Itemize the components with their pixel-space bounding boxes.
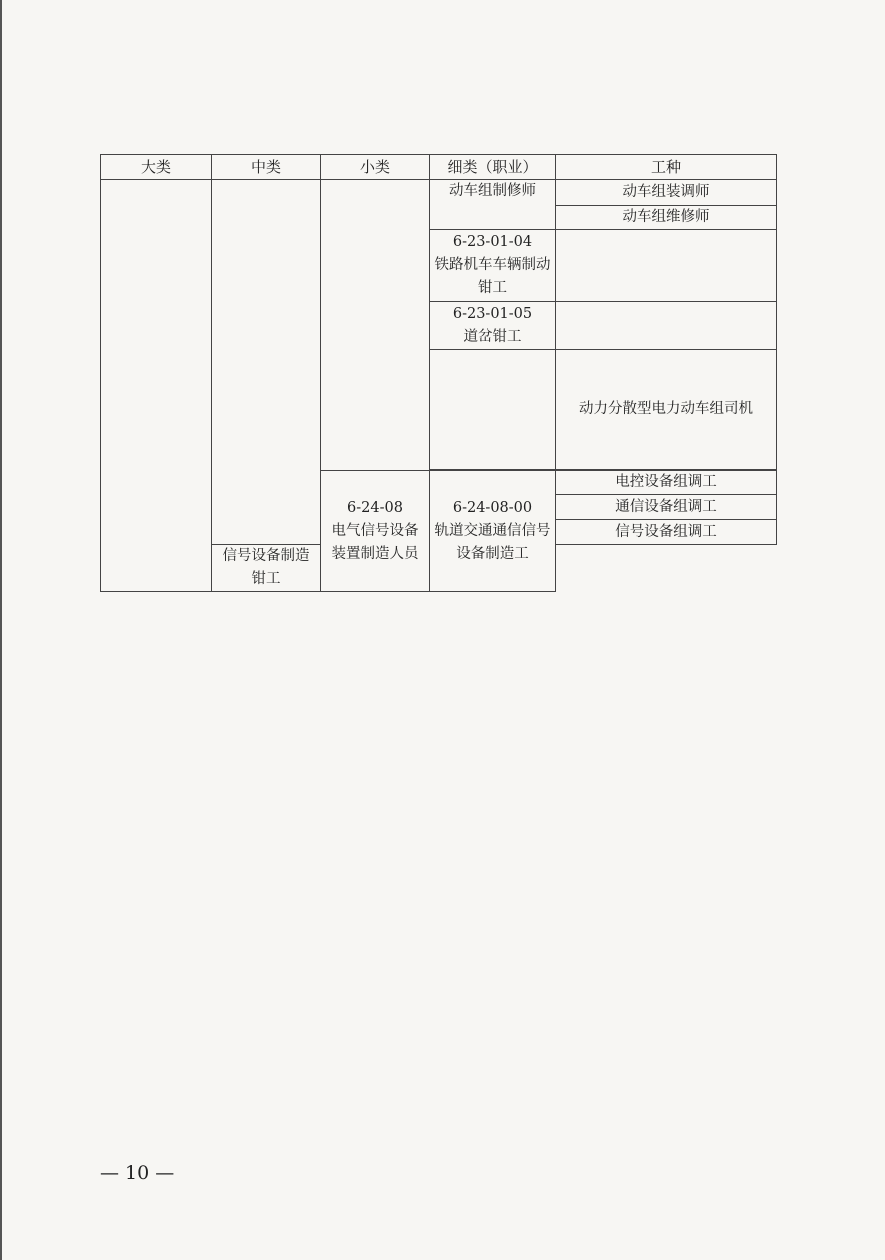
xi-lei-code: 6-23-01-04 (452, 234, 533, 250)
header-gong-zhong: 工种 (556, 155, 777, 180)
zhong-lei-cell (212, 180, 321, 545)
header-da-lei: 大类 (101, 155, 212, 180)
gong-zhong-cell: 动力分散型电力动车组司机 (556, 350, 777, 470)
header-xi-lei: 细类（职业） (430, 155, 556, 180)
xi-lei-code: 6-23-01-05 (452, 305, 533, 322)
xi-lei-code: 6-24-08-00 (452, 499, 533, 516)
xi-lei-cell (430, 230, 556, 302)
xi-lei-name: 铁路机车车辆制动钳工 (434, 257, 551, 296)
xi-lei-cell (430, 350, 556, 470)
xi-lei-name: 道岔钳工 (463, 328, 522, 345)
header-zhong-lei: 中类 (212, 155, 321, 180)
gong-zhong-cell: 信号设备制造钳工 (212, 545, 321, 592)
xi-lei-cell (430, 471, 556, 592)
occupation-table (100, 154, 777, 592)
page-number: — 10 — (100, 1162, 175, 1184)
da-lei-cell (101, 180, 212, 592)
page-left-edge (0, 0, 2, 1260)
xi-lei-name: 动车组制修师 (449, 183, 536, 199)
gong-zhong-cell (556, 302, 777, 350)
xiao-lei-cell (321, 180, 430, 471)
xiao-lei-name: 电气信号设备装置制造人员 (331, 522, 419, 562)
table-header-row (101, 155, 777, 180)
xiao-lei-code: 6-24-08 (347, 499, 403, 516)
xiao-lei-cell (321, 471, 430, 592)
gong-zhong-cell: 动车组装调师 (556, 180, 777, 206)
gong-zhong-cell: 通信设备组调工 (556, 495, 777, 520)
xi-lei-name: 轨道交通通信信号设备制造工 (434, 522, 551, 562)
xi-lei-cell (430, 302, 556, 350)
gong-zhong-cell (556, 230, 777, 302)
header-xiao-lei: 小类 (321, 155, 430, 180)
xi-lei-cell (430, 180, 556, 230)
gong-zhong-cell: 动车组维修师 (556, 206, 777, 230)
gong-zhong-cell: 电控设备组调工 (556, 471, 777, 495)
table-row (101, 180, 777, 206)
gong-zhong-cell: 信号设备组调工 (556, 520, 777, 545)
